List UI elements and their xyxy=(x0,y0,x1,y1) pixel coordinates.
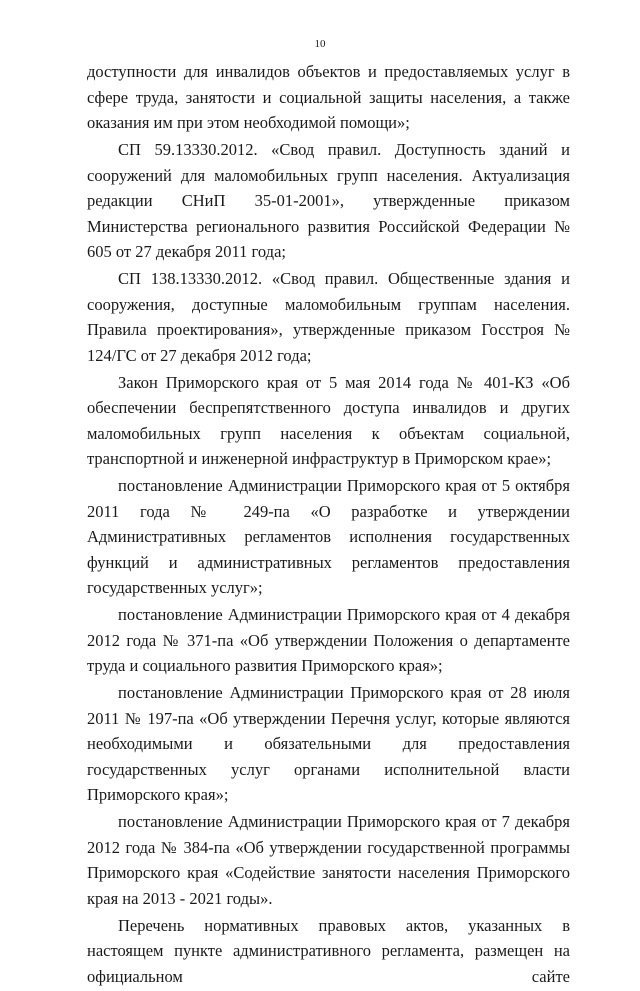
paragraph: СП 138.13330.2012. «Свод правил. Общественные здания и сооружения, доступные маломобильным группам населения. Правила проектирования», утвержденные приказом Госстроя № 124/ГС от 27 декабря 2012 года; xyxy=(87,269,570,365)
paragraph: постановление Администрации Приморского края от 5 октября 2011 года № 249-па «О разработке и утверждении Административных регламентов исполнения государственных функций и административных регламентов предоставления государственных услуг»; xyxy=(87,476,570,597)
paragraph: СП 59.13330.2012. «Свод правил. Доступность зданий и сооружений для маломобильных групп населения. Актуализация редакции СНиП 35-01-2001», утвержденные приказом Министерства регионального развития Российской Федерации № 605 от 27 декабря 2011 года; xyxy=(87,140,570,261)
paragraph: постановление Администрации Приморского края от 7 декабря 2012 года № 384-па «Об утверждении государственной программы Приморского края «Содействие занятости населения Приморского края на 2013 - 2021 годы». xyxy=(87,812,570,908)
paragraph: Закон Приморского края от 5 мая 2014 года № 401-КЗ «Об обеспечении беспрепятственного доступа инвалидов и других маломобильных групп населения к объектам социальной, транспортной и инженерной инфраструктур в Приморском крае»; xyxy=(87,372,570,468)
page-number: 10 xyxy=(314,38,326,50)
paragraph: доступности для инвалидов объектов и предоставляемых услуг в сфере труда, занятости и социальной защиты населения, а также оказания им при этом необходимой помощи»; xyxy=(87,62,570,132)
document-body xyxy=(87,59,570,991)
paragraph: Перечень нормативных правовых актов, указанных в настоящем пункте административного регламента, размещен на официальном сайте xyxy=(87,915,570,986)
paragraph: постановление Администрации Приморского края от 4 декабря 2012 года № 371-па «Об утверждении Положения о департаменте труда и социального развития Приморского края»; xyxy=(87,605,570,675)
paragraph: постановление Администрации Приморского края от 28 июля 2011 № 197-па «Об утверждении Перечня услуг, которые являются необходимыми и обязательными для предоставления государственных услуг органами исполнительной власти Приморского края»; xyxy=(87,683,570,804)
